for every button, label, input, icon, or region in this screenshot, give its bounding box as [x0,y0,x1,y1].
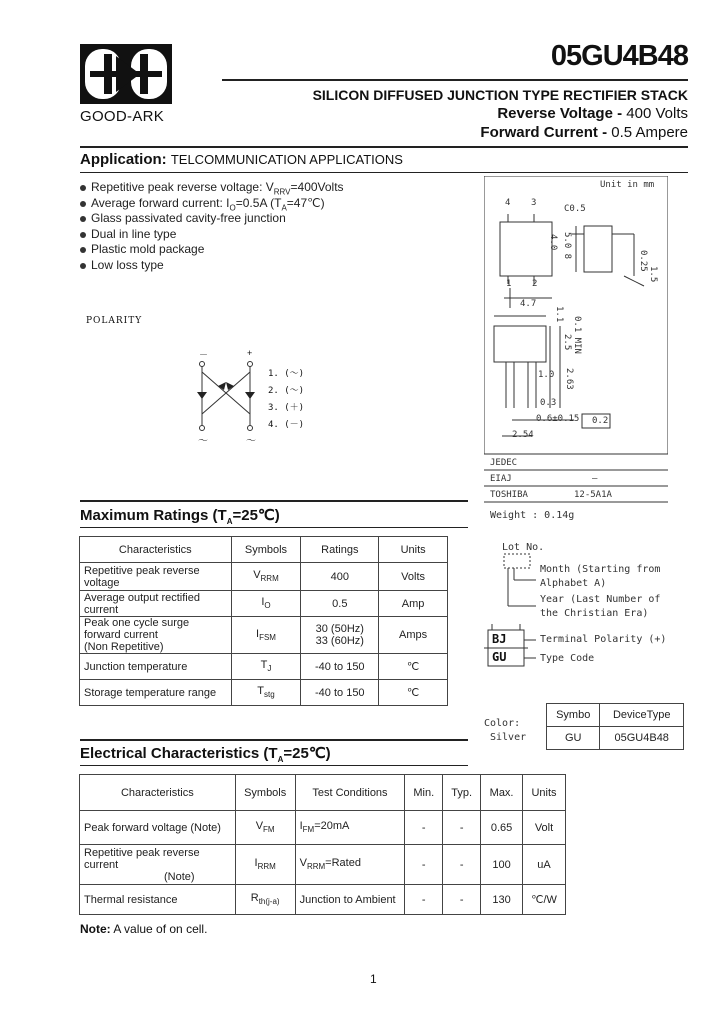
marking-code-top: BJ [492,632,507,646]
feature-item: Dual in line type [80,227,344,243]
month-label-2: Alphabet A) [540,578,607,589]
type-code-label: Type Code [540,653,595,664]
eiaj-label: EIAJ [490,474,512,484]
pin4-label: 4 [505,198,511,208]
col-header: Symbols [235,775,295,811]
max-rule-bottom [80,527,468,528]
dim-47: 4.7 [520,299,537,309]
table-row: Peak forward voltage (Note) $V_{FM}$ $I_{FM}=20mA$ - - 0.65 Volt [80,811,566,845]
dim-c05: C0.5 [564,204,586,214]
dim-40: 4.0 [548,234,558,251]
table-row: Storage temperature range $T_{stg}$ -40 to 150 ℃ [80,680,448,706]
dim-06: 0.6±0.15 [536,414,580,424]
dim-025: 0.25 [638,250,648,272]
application-rule [80,146,688,148]
note: Note: A value of on cell. [80,922,208,936]
subtitle: SILICON DIFFUSED JUNCTION TYPE RECTIFIER STACK [312,87,688,103]
good-ark-logo [80,44,172,104]
pin-label: 2. (～) [268,386,305,396]
part-number: 05GU4B48 [550,40,688,72]
pin-plus: + [247,348,253,358]
pin-tilde-left: ～ [198,436,208,447]
year-label: Year (Last Number of [540,594,661,605]
brand-name: GOOD-ARK [80,108,165,125]
max-ratings-table [79,536,448,706]
header-rule [222,79,688,81]
ec-rule-top [80,739,468,741]
terminal-polarity-label: Terminal Polarity (+) [540,634,667,645]
table-row: Average output rectified current $I_O$ 0.5 Amp [80,591,448,617]
polarity-title: POLARITY [86,316,143,326]
ec-rule-bottom [80,765,468,766]
dim-263: 2.63 [564,368,574,390]
device-type-header: DeviceType [600,704,684,727]
feature-item: Average forward current: $I_O=0.5A$ $(T_A=47℃)$ [80,196,344,212]
dim-10: 1.0 [538,370,555,380]
col-header: Units [523,775,566,811]
table-row: Thermal resistance $R_{th(j-a)}$ Junction to Ambient - - 130 ℃/W [80,885,566,915]
feature-item: Low loss type [80,258,344,274]
feature-item: Glass passivated cavity-free junction [80,211,344,227]
electrical-table [79,774,566,915]
pin3-label: 3 [531,198,537,208]
application: Application: TELCOMMUNICATION APPLICATIONS [80,151,403,168]
col-header: Characteristics [80,537,232,563]
reverse-voltage: Reverse Voltage - 400 Volts [497,105,688,122]
dim-25: 2.5 [562,334,572,351]
pin-label: 1. (～) [268,369,305,379]
electrical-title: Electrical Characteristics $(T_A=25℃)$ [80,745,331,764]
marking-diagram [484,540,684,670]
dim-03: 0.3 [540,398,557,408]
toshiba-value: 12-5A1A [574,490,612,500]
unit-label: Unit in mm [600,180,655,190]
col-header: Max. [481,775,523,811]
features-list [80,180,344,274]
page-number: 1 [370,972,377,986]
max-ratings-title: Maximum Ratings $(T_A=25℃)$ [80,507,280,526]
dim-254: 2.54 [512,430,534,440]
dim-15: 1.5 [648,266,658,283]
year-label-2: the Christian Era) [540,608,649,619]
month-label: Month (Starting from [540,564,661,575]
pin-tilde-right: ～ [246,436,256,447]
table-row: Peak one cycle surge forward current (Non Repetitive) $I_{FSM}$ 30 (50Hz) 33 (60Hz) Amps [80,617,448,654]
pin-minus: － [199,350,209,360]
dim-01min: 0.1 MIN [572,316,582,354]
polarity-diagram [190,348,320,448]
color-value: Silver [490,732,527,743]
symbol-header: Symbo [547,704,600,727]
col-header: Ratings [301,537,379,563]
pin1-label: 1 [506,279,512,289]
symbol-table [546,703,684,750]
outline-drawing [484,176,668,508]
col-header: Test Conditions [295,775,405,811]
feature-item: Plastic mold package [80,242,344,258]
symbol-cell: GU [547,727,600,750]
feature-item: Repetitive peak reverse voltage: $V_{RRV}=400Volts$ [80,180,344,196]
color-label: Color: [484,718,521,729]
toshiba-label: TOSHIBA [490,490,528,500]
weight-label: Weight : 0.14g [490,510,575,521]
col-header: Typ. [443,775,481,811]
pin2-label: 2 [532,279,538,289]
table-row: Repetitive peak reverse current (Note) $I_{RRM}$ $V_{RRM}=Rated$ - - 100 uA [80,845,566,885]
col-header: Units [379,537,448,563]
lot-label: Lot No. [502,542,545,553]
col-header: Min. [405,775,443,811]
eiaj-value: — [592,474,598,484]
pin-label: 4. (－) [268,420,305,430]
forward-current: Forward Current - 0.5 Ampere [480,124,688,141]
marking-code-bottom: GU [492,650,507,664]
dim-02: 0.2 [592,416,609,426]
dim-508: 5.0 8 [562,232,572,260]
dim-11: 1.1 [554,306,564,323]
pin-label: 3. (＋) [268,403,305,413]
col-header: Symbols [231,537,301,563]
device-type-cell: 05GU4B48 [600,727,684,750]
col-header: Characteristics [80,775,236,811]
table-row: Repetitive peak reverse voltage $V_{RRM}$ 400 Volts [80,563,448,591]
jedec-label: JEDEC [490,458,518,468]
table-row: Junction temperature $T_J$ -40 to 150 ℃ [80,654,448,680]
max-rule-top [80,500,468,502]
application-underline [80,172,688,173]
